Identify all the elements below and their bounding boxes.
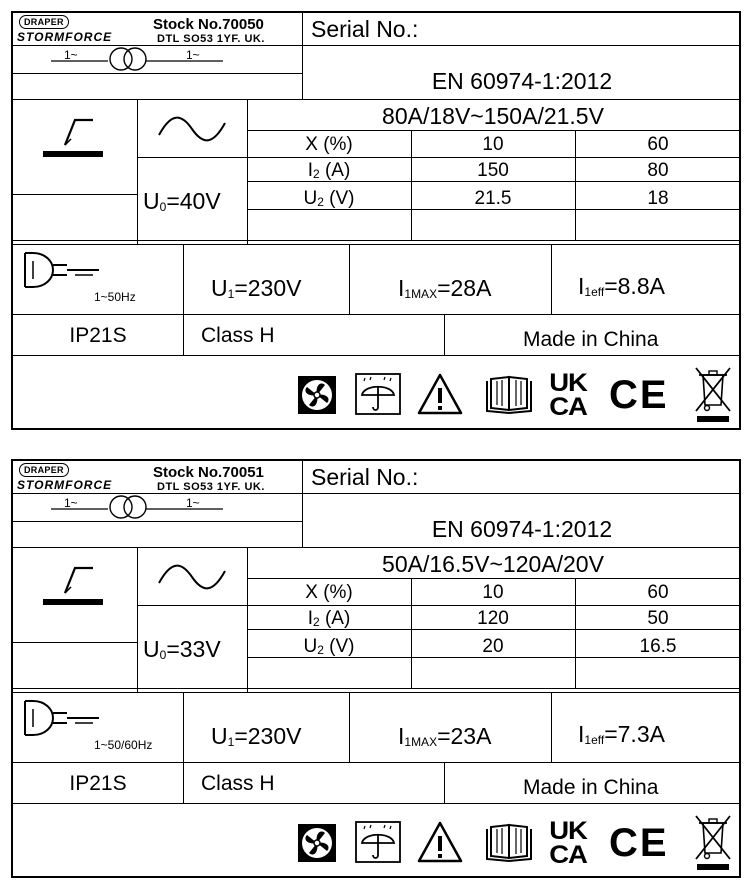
duty-cell: 60 bbox=[647, 582, 669, 603]
standard-text: EN 60974-1:2012 bbox=[431, 68, 613, 94]
brand-logo: DRAPER bbox=[19, 463, 69, 477]
ukca-bottom-text: CA bbox=[549, 393, 587, 421]
warning-icon bbox=[417, 821, 463, 863]
duty-cell: 60 bbox=[647, 134, 669, 155]
country-of-origin: Made in China bbox=[523, 776, 659, 799]
transformer-output-label: 1~ bbox=[186, 48, 200, 62]
mma-welding-icon bbox=[13, 547, 137, 642]
ukca-top-text: UK bbox=[549, 369, 587, 397]
duty-row-label-i2: $I_2$ (A) bbox=[307, 160, 351, 181]
ip-rating: IP21S bbox=[69, 324, 127, 347]
duty-cell: 10 bbox=[482, 134, 504, 155]
no-load-voltage: $U_0=33V$ bbox=[143, 636, 221, 662]
ce-mark-icon: CE bbox=[609, 373, 669, 417]
duty-cell: 80 bbox=[647, 160, 669, 181]
supply-voltage: $U_1=230V$ bbox=[211, 723, 302, 749]
country-of-origin: Made in China bbox=[523, 328, 659, 351]
output-range: 50A/16.5V~120A/20V bbox=[382, 551, 604, 577]
sub-brand-logo: STORMFORCE bbox=[17, 30, 113, 44]
ukca-bottom-text: CA bbox=[549, 841, 587, 869]
insulation-class: Class H bbox=[201, 772, 275, 795]
no-load-voltage: $U_0=40V$ bbox=[143, 188, 221, 214]
warning-icon bbox=[417, 373, 463, 415]
ac-sine-icon bbox=[137, 99, 247, 157]
max-supply-current: $I_{1MAX}=23A$ bbox=[398, 723, 492, 749]
duty-cell: 10 bbox=[482, 582, 504, 603]
brand-logo: DRAPER bbox=[19, 15, 69, 29]
fan-icon bbox=[297, 823, 337, 863]
transformer-output-label: 1~ bbox=[186, 496, 200, 510]
keep-dry-icon bbox=[355, 821, 401, 863]
supply-frequency: 1~50/60Hz bbox=[94, 738, 153, 752]
ip-rating: IP21S bbox=[69, 772, 127, 795]
serial-label: Serial No.: bbox=[311, 464, 419, 490]
stock-number: Stock No.70050 bbox=[153, 16, 264, 33]
rating-plate bbox=[11, 11, 741, 430]
weee-bin-icon bbox=[693, 813, 733, 871]
duty-cell: 18 bbox=[647, 188, 669, 209]
dtl-address: DTL SO53 1YF. UK. bbox=[157, 33, 265, 45]
duty-row-label-u2: $U_2$ (V) bbox=[303, 636, 355, 657]
effective-supply-current: $I_{1eff}=7.3A$ bbox=[578, 721, 665, 747]
standard-text: EN 60974-1:2012 bbox=[431, 516, 613, 542]
keep-dry-icon bbox=[355, 373, 401, 415]
ac-sine-icon bbox=[137, 547, 247, 605]
transformer-input-label: 1~ bbox=[64, 48, 78, 62]
ukca-mark-icon bbox=[550, 371, 596, 421]
ukca-top-text: UK bbox=[549, 817, 587, 845]
manual-icon bbox=[483, 821, 535, 863]
duty-cell: 150 bbox=[477, 160, 509, 181]
duty-cell: 120 bbox=[477, 608, 509, 629]
ukca-mark-icon bbox=[550, 819, 596, 869]
stock-number: Stock No.70051 bbox=[153, 464, 264, 481]
output-range: 80A/18V~150A/21.5V bbox=[382, 103, 604, 129]
effective-supply-current: $I_{1eff}=8.8A$ bbox=[578, 273, 665, 299]
ce-mark-icon: CE bbox=[609, 821, 669, 865]
duty-cell: 21.5 bbox=[474, 188, 512, 209]
duty-cell: 16.5 bbox=[639, 636, 677, 657]
weee-bin-icon bbox=[693, 365, 733, 423]
duty-row-label-i2: $I_2$ (A) bbox=[307, 608, 351, 629]
dtl-address: DTL SO53 1YF. UK. bbox=[157, 481, 265, 493]
max-supply-current: $I_{1MAX}=28A$ bbox=[398, 275, 492, 301]
serial-label: Serial No.: bbox=[311, 16, 419, 42]
manual-icon bbox=[483, 373, 535, 415]
transformer-icon bbox=[13, 493, 302, 521]
mma-welding-icon bbox=[13, 99, 137, 194]
duty-row-label-u2: $U_2$ (V) bbox=[303, 188, 355, 209]
fan-icon bbox=[297, 375, 337, 415]
supply-frequency: 1~50Hz bbox=[94, 290, 136, 304]
insulation-class: Class H bbox=[201, 324, 275, 347]
supply-voltage: $U_1=230V$ bbox=[211, 275, 302, 301]
duty-cell: 50 bbox=[647, 608, 669, 629]
duty-row-label-x: X (%) bbox=[305, 134, 353, 155]
duty-row-label-x: X (%) bbox=[305, 582, 353, 603]
sub-brand-logo: STORMFORCE bbox=[17, 478, 113, 492]
rating-plate bbox=[11, 459, 741, 878]
duty-cell: 20 bbox=[482, 636, 504, 657]
transformer-icon bbox=[13, 45, 302, 73]
transformer-input-label: 1~ bbox=[64, 496, 78, 510]
